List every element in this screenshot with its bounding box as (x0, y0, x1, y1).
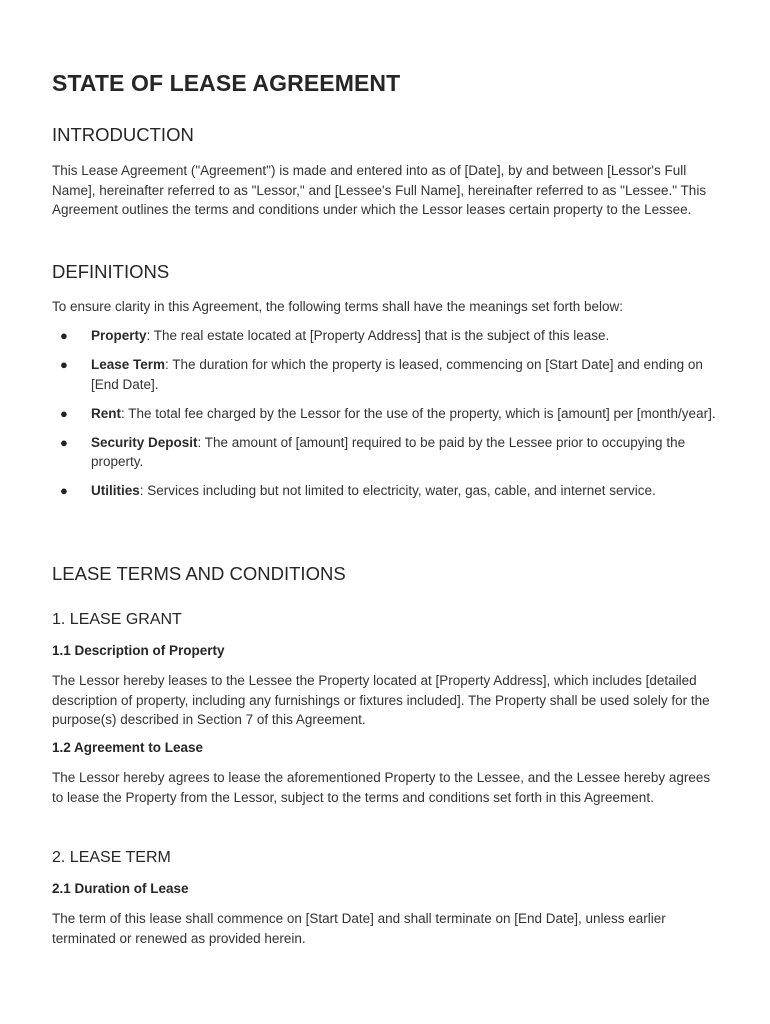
list-item (52, 404, 724, 424)
introduction-text: This Lease Agreement ("Agreement") is made and entered into as of [Date], by and between [Lessor's Full Name], hereinafter referred to as "Lessor," and [Lessee's Full Name], hereinafter referred to as "Lessee." This Agreement outlines the terms and conditions under which the Lessor leases certain property to the Lessee. (52, 163, 707, 217)
definition-term: Security Deposit (91, 434, 198, 450)
section-2-heading: 2. LEASE TERM (52, 849, 171, 866)
definition-term: Rent (91, 405, 121, 421)
definitions-intro: To ensure clarity in this Agreement, the following terms shall have the meanings set forth below: (52, 299, 624, 314)
introduction-heading: INTRODUCTION (52, 124, 194, 145)
definition-text: : The total fee charged by the Lessor for the use of the property, which is [amount] per [month/year]. (121, 405, 716, 421)
definition-term: Lease Term (91, 357, 166, 372)
definitions-heading: DEFINITIONS (52, 261, 170, 282)
section-1-2-heading: 1.2 Agreement to Lease (52, 740, 204, 755)
bullet-icon: ● (60, 328, 68, 343)
list-item (52, 355, 724, 394)
bullet-icon: ● (60, 405, 68, 421)
list-item (52, 481, 724, 501)
bullet-icon: ● (60, 483, 68, 498)
definition-term: Property (91, 328, 147, 343)
definition-term: Utilities (91, 483, 140, 498)
section-1-1-heading: 1.1 Description of Property (52, 643, 225, 658)
document-title: STATE OF LEASE AGREEMENT (52, 70, 401, 96)
definition-text: : Services including but not limited to electricity, water, gas, cable, and internet service. (139, 483, 656, 498)
definitions-list (52, 326, 724, 510)
definition-text: : The real estate located at [Property Address] that is the subject of this lease. (146, 328, 610, 343)
lease-terms-heading: LEASE TERMS AND CONDITIONS (52, 563, 346, 584)
definition-text: : The duration for which the property is leased, commencing on [Start Date] and ending on [End Date]. (91, 357, 703, 392)
section-1-heading: 1. LEASE GRANT (52, 611, 182, 628)
bullet-icon: ● (60, 434, 68, 450)
section-1-1-text: The Lessor hereby leases to the Lessee the Property located at [Property Address], which includes [detailed description of property, including any furnishings or fixtures included]. The Property shall be used solely for the purpose(s) described in Section 7 of this Agreement. (52, 673, 710, 727)
section-1-2-text: The Lessor hereby agrees to lease the aforementioned Property to the Lessee, and the Lessee hereby agrees to lease the Property from the Lessor, subject to the terms and conditions set forth in this Agreement. (52, 770, 711, 805)
definition-text: : The amount of [amount] required to be paid by the Lessee prior to occupying the property. (91, 434, 686, 469)
section-2-1-heading: 2.1 Duration of Lease (52, 881, 189, 896)
bullet-icon: ● (60, 357, 68, 372)
section-2-1-text: The term of this lease shall commence on [Start Date] and shall terminate on [End Date], unless earlier terminated or renewed as provided herein. (52, 911, 666, 946)
list-item (52, 433, 724, 472)
list-item (52, 326, 724, 346)
